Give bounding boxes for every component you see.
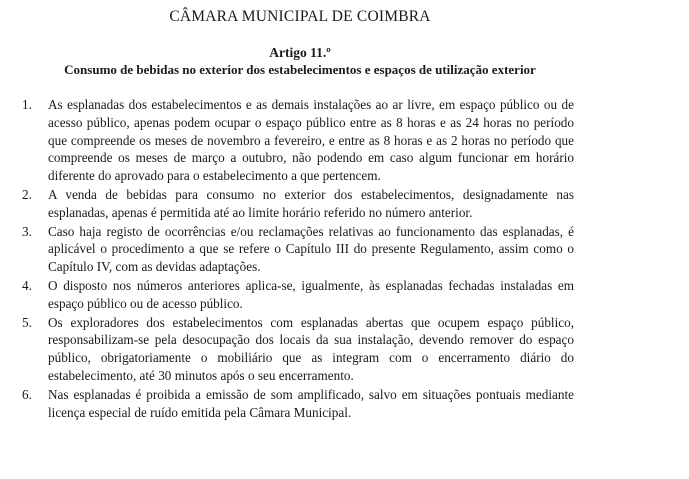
clause-6: [22, 386, 574, 422]
clause-number: 6.: [22, 386, 32, 402]
clause-number: 1.: [22, 97, 32, 112]
article-number: Artigo 11.º: [269, 45, 331, 60]
clause-number: 2.: [22, 186, 32, 202]
clause-list: [22, 96, 574, 422]
clause-1: [22, 96, 574, 185]
clause-5: [22, 314, 574, 385]
clause-text: Os exploradores dos estabelecimentos com esplanadas abertas que ocupem espaço público, responsabilizam-se pela desocupação dos locais da sua instalação, devendo remover do espaço público, obrigatoriamente o mobiliário que as integram com o encerramento diário do estabelecimento, até 30 minutos após o seu encerramento.: [48, 314, 574, 383]
clause-number: 5.: [22, 314, 32, 330]
clause-text: As esplanadas dos estabelecimentos e as demais instalações ao ar livre, em espaço público ou de acesso público, apenas podem ocupar o espaço público entre as 8 horas e as 24 horas no período que compreende os meses de novembro a fevereiro, e entre as 8 horas e as 2 horas no período que compreende os meses de março a outubro, não podendo em caso algum funcionar em horário diferente do aprovado para o estabelecimento a que pertencem.: [48, 97, 574, 184]
clause-number: 4.: [22, 277, 32, 293]
clause-text: Nas esplanadas é proibida a emissão de som amplificado, salvo em situações pontuais mediante licença especial de ruído emitida pela Câmara Municipal.: [48, 386, 574, 420]
clause-text: Caso haja registo de ocorrências e/ou reclamações relativas ao funcionamento das esplanadas, é aplicável o procedimento a que se refere o Capítulo III do presente Regulamento, assim como o Capítulo IV, com as devidas adaptações.: [48, 223, 574, 275]
article-title: Consumo de bebidas no exterior dos estabelecimentos e espaços de utilização exterior: [64, 62, 536, 77]
clause-number: 3.: [22, 223, 32, 239]
clause-text: A venda de bebidas para consumo no exterior dos estabelecimentos, designadamente nas esplanadas, apenas é permitida até ao limite horário referido no número anterior.: [48, 186, 574, 220]
clause-4: [22, 277, 574, 313]
document-header: CÂMARA MUNICIPAL DE COIMBRA: [169, 8, 431, 25]
clause-3: [22, 223, 574, 276]
clause-2: [22, 186, 574, 222]
clause-text: O disposto nos números anteriores aplica-se, igualmente, às esplanadas fechadas instaladas em espaço público ou de acesso público.: [48, 277, 574, 311]
